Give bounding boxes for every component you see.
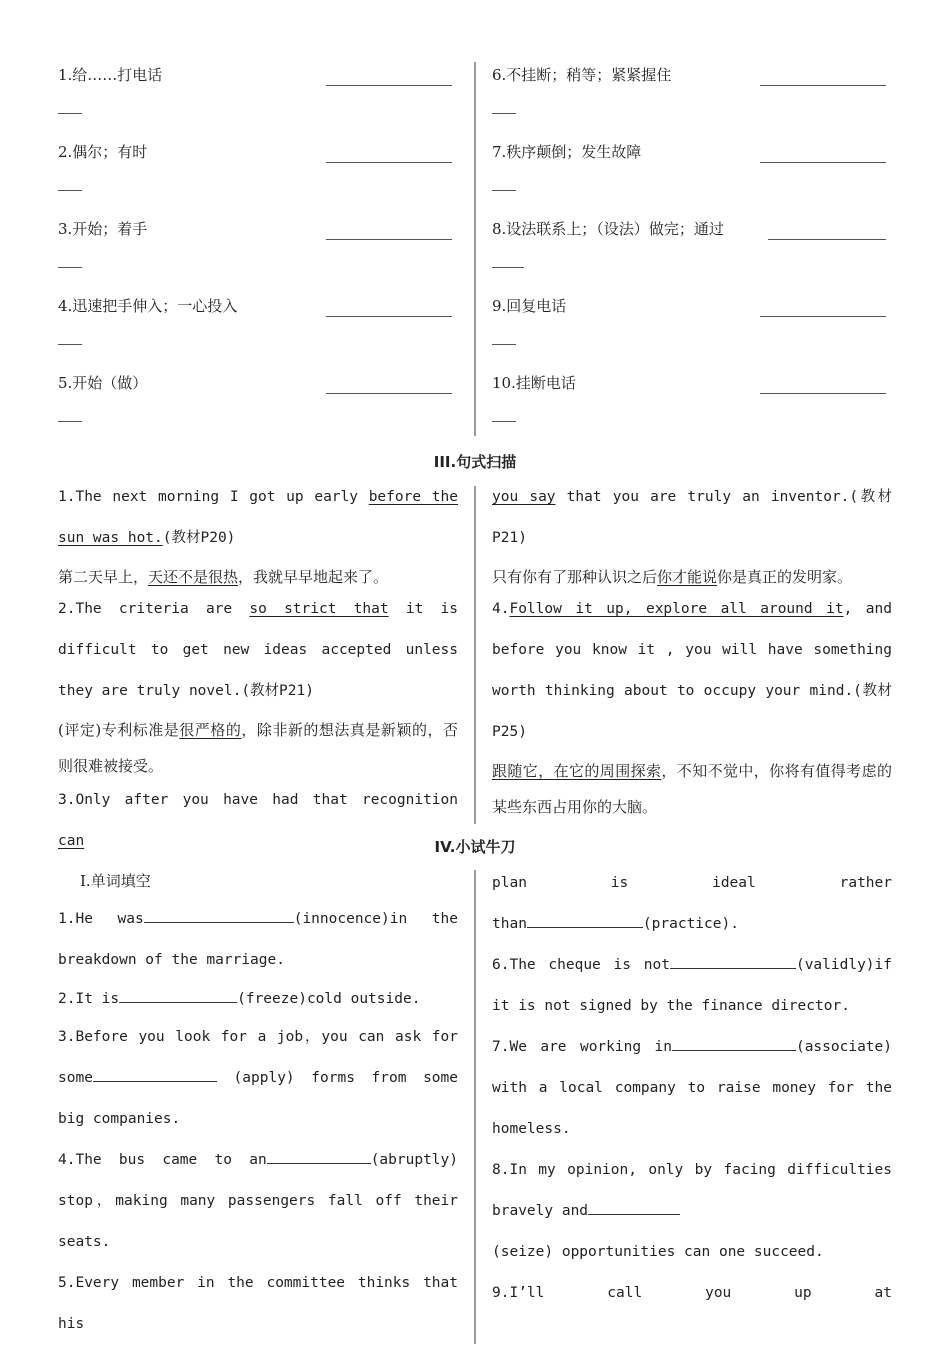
answer-blank-continuation — [58, 190, 82, 191]
question-text: 9.I’ll call you up at — [492, 1285, 892, 1301]
vocab-label: 7.秩序颠倒；发生故障 — [492, 143, 642, 161]
answer-blank-continuation — [492, 190, 516, 191]
sentence-4-translation — [492, 753, 892, 825]
sentence-text: it is difficult to get new ideas accepted unless they are truly novel.(教材P21) — [58, 601, 458, 699]
question-2 — [58, 981, 458, 1017]
question-text: 8.In my opinion, only by facing difficulties bravely and — [492, 1162, 892, 1219]
question-5-start: 5.Every member in the committee thinks that his — [58, 1275, 458, 1332]
translation-text: 第二天早上， — [58, 568, 149, 586]
translation-text: ，我就早早地起来了。 — [238, 568, 389, 586]
vocab-item — [492, 219, 892, 296]
translation-underlined: 天还不是很热 — [148, 568, 239, 586]
translation-underlined: 很严格的 — [179, 721, 242, 739]
vocab-item — [58, 142, 458, 219]
question-hint: (innocence)in the breakdown of the marriage. — [58, 911, 458, 968]
translation-text: 你是真正的发明家。 — [717, 568, 853, 586]
answer-blank[interactable] — [267, 1149, 371, 1164]
practice-left-column — [58, 863, 458, 1345]
sentence-text: 2.The criteria are — [58, 601, 250, 617]
column-divider-bottom — [474, 870, 476, 1344]
column-divider-middle — [474, 486, 476, 824]
vocab-label: 9.回复电话 — [492, 297, 567, 315]
vocab-item — [492, 296, 892, 373]
translation-text: 只有你有了那种认识之后 — [492, 568, 658, 586]
vocab-label: 8.设法联系上；（设法）做完；通过 — [492, 220, 724, 238]
section-title-practice: IV.小试牛刀 — [434, 838, 516, 856]
answer-blank[interactable] — [144, 908, 294, 923]
section-title-sentences: III.句式扫描 — [433, 453, 517, 471]
vocab-label: 10.挂断电话 — [492, 374, 576, 392]
vocab-label: 4.迅速把手伸入；一心投入 — [58, 297, 238, 315]
sentence-text: 1.The next morning I got up early — [58, 489, 369, 505]
question-hint: (practice). — [642, 916, 739, 932]
answer-blank[interactable] — [672, 1036, 796, 1051]
answer-blank[interactable] — [326, 79, 452, 86]
sentence-1 — [58, 477, 458, 559]
answer-blank-continuation — [58, 421, 82, 422]
sentence-underlined: you say — [492, 489, 556, 505]
vocab-list-left — [58, 65, 458, 450]
sentence-text: , and before you know it , you will have something worth thinking about to occupy your mind.(教材P25) — [492, 601, 892, 740]
sentences-left-column — [58, 477, 458, 862]
vocab-item — [492, 65, 892, 142]
question-text: 7.We are working in — [492, 1039, 672, 1055]
practice-subtitle: Ⅰ.单词填空 — [80, 872, 151, 890]
question-hint: (apply) forms from some big companies. — [58, 1070, 458, 1127]
answer-blank[interactable] — [326, 233, 452, 240]
question-5-continued: plan is ideal rather than (practice). — [492, 863, 892, 945]
question-text: plan is ideal rather — [492, 875, 892, 891]
answer-blank-continuation — [492, 421, 516, 422]
vocab-item — [58, 373, 458, 450]
answer-blank-continuation — [58, 267, 82, 268]
vocab-list-right — [492, 65, 892, 450]
translation-underlined: 跟随它，在它的周围探索 — [492, 762, 662, 780]
answer-blank[interactable] — [670, 954, 796, 969]
answer-blank[interactable] — [326, 156, 452, 163]
answer-blank[interactable] — [326, 387, 452, 394]
sentence-2-translation — [58, 712, 458, 784]
vocab-item — [58, 296, 458, 373]
question-text: 4.The bus came to an — [58, 1152, 267, 1168]
answer-blank[interactable] — [760, 156, 886, 163]
sentence-text: 3.Only after you have had that recognition — [58, 792, 458, 808]
answer-blank-continuation — [492, 267, 524, 268]
question-3 — [58, 1017, 458, 1140]
answer-blank[interactable] — [326, 310, 452, 317]
question-hint: (validly)if it is not signed by the finance director. — [492, 957, 892, 1014]
vocab-label: 1.给……打电话 — [58, 66, 163, 84]
sentence-4 — [492, 589, 892, 753]
answer-blank[interactable] — [527, 913, 643, 928]
translation-text: ，除非新的想法真是新颖的，否则很难被接受。 — [58, 721, 458, 775]
answer-blank[interactable] — [760, 387, 886, 394]
question-hint: (associate) with a local company to raise money for the homeless. — [492, 1039, 892, 1137]
answer-blank-continuation — [492, 113, 516, 114]
vocab-label: 3.开始；着手 — [58, 220, 148, 238]
question-7 — [492, 1027, 892, 1150]
question-6 — [492, 945, 892, 1027]
practice-right-column — [492, 863, 892, 1314]
answer-blank[interactable] — [588, 1200, 680, 1215]
sentence-underlined: can — [58, 833, 85, 849]
sentences-right-column — [492, 477, 892, 825]
vocab-item — [58, 219, 458, 296]
answer-blank[interactable] — [760, 310, 886, 317]
question-text: 3.Before you look for a job，you can ask for some — [58, 1029, 458, 1086]
sentence-text: that you are truly an inventor.(教材P21) — [492, 489, 892, 546]
sentence-underlined: before the sun was hot. — [58, 489, 458, 546]
question-9 — [492, 1273, 892, 1314]
vocab-label: 5.开始（做） — [58, 374, 148, 392]
column-divider-top — [474, 62, 476, 436]
answer-blank-continuation — [492, 344, 516, 345]
answer-blank[interactable] — [768, 233, 886, 240]
question-text: 6.The cheque is not — [492, 957, 670, 973]
answer-blank[interactable] — [119, 988, 237, 1003]
translation-text: ，不知不觉中，你将有值得考虑的某些东西占用你的大脑。 — [492, 762, 892, 816]
question-4 — [58, 1140, 458, 1263]
question-text: 1.He was — [58, 911, 144, 927]
question-8 — [492, 1150, 892, 1273]
sentence-source: (教材P20) — [162, 530, 236, 546]
answer-blank[interactable] — [93, 1067, 217, 1082]
question-1 — [58, 899, 458, 981]
sentence-underlined: so strict that — [249, 601, 389, 617]
sentence-text: 4. — [492, 601, 510, 617]
sentence-3-continued — [492, 477, 892, 559]
question-text: 2.It is — [58, 991, 120, 1007]
vocab-item — [492, 142, 892, 219]
answer-blank-continuation — [58, 344, 82, 345]
question-hint: (seize) opportunities can one succeed. — [492, 1244, 824, 1260]
vocab-label: 6.不挂断；稍等；紧紧握住 — [492, 66, 672, 84]
question-hint: (freeze)cold outside. — [237, 991, 421, 1007]
sentence-underlined: Follow it up, explore all around it — [509, 601, 844, 617]
vocab-label: 2.偶尔；有时 — [58, 143, 148, 161]
translation-underlined: 你才能说 — [657, 568, 718, 586]
answer-blank-continuation — [58, 113, 82, 114]
question-hint: (abruptly) stop，making many passengers fall off their seats. — [58, 1152, 458, 1250]
translation-text: (评定)专利标准是 — [58, 721, 180, 739]
sentence-2 — [58, 589, 458, 712]
vocab-item — [492, 373, 892, 450]
answer-blank[interactable] — [760, 79, 886, 86]
vocab-item — [58, 65, 458, 142]
